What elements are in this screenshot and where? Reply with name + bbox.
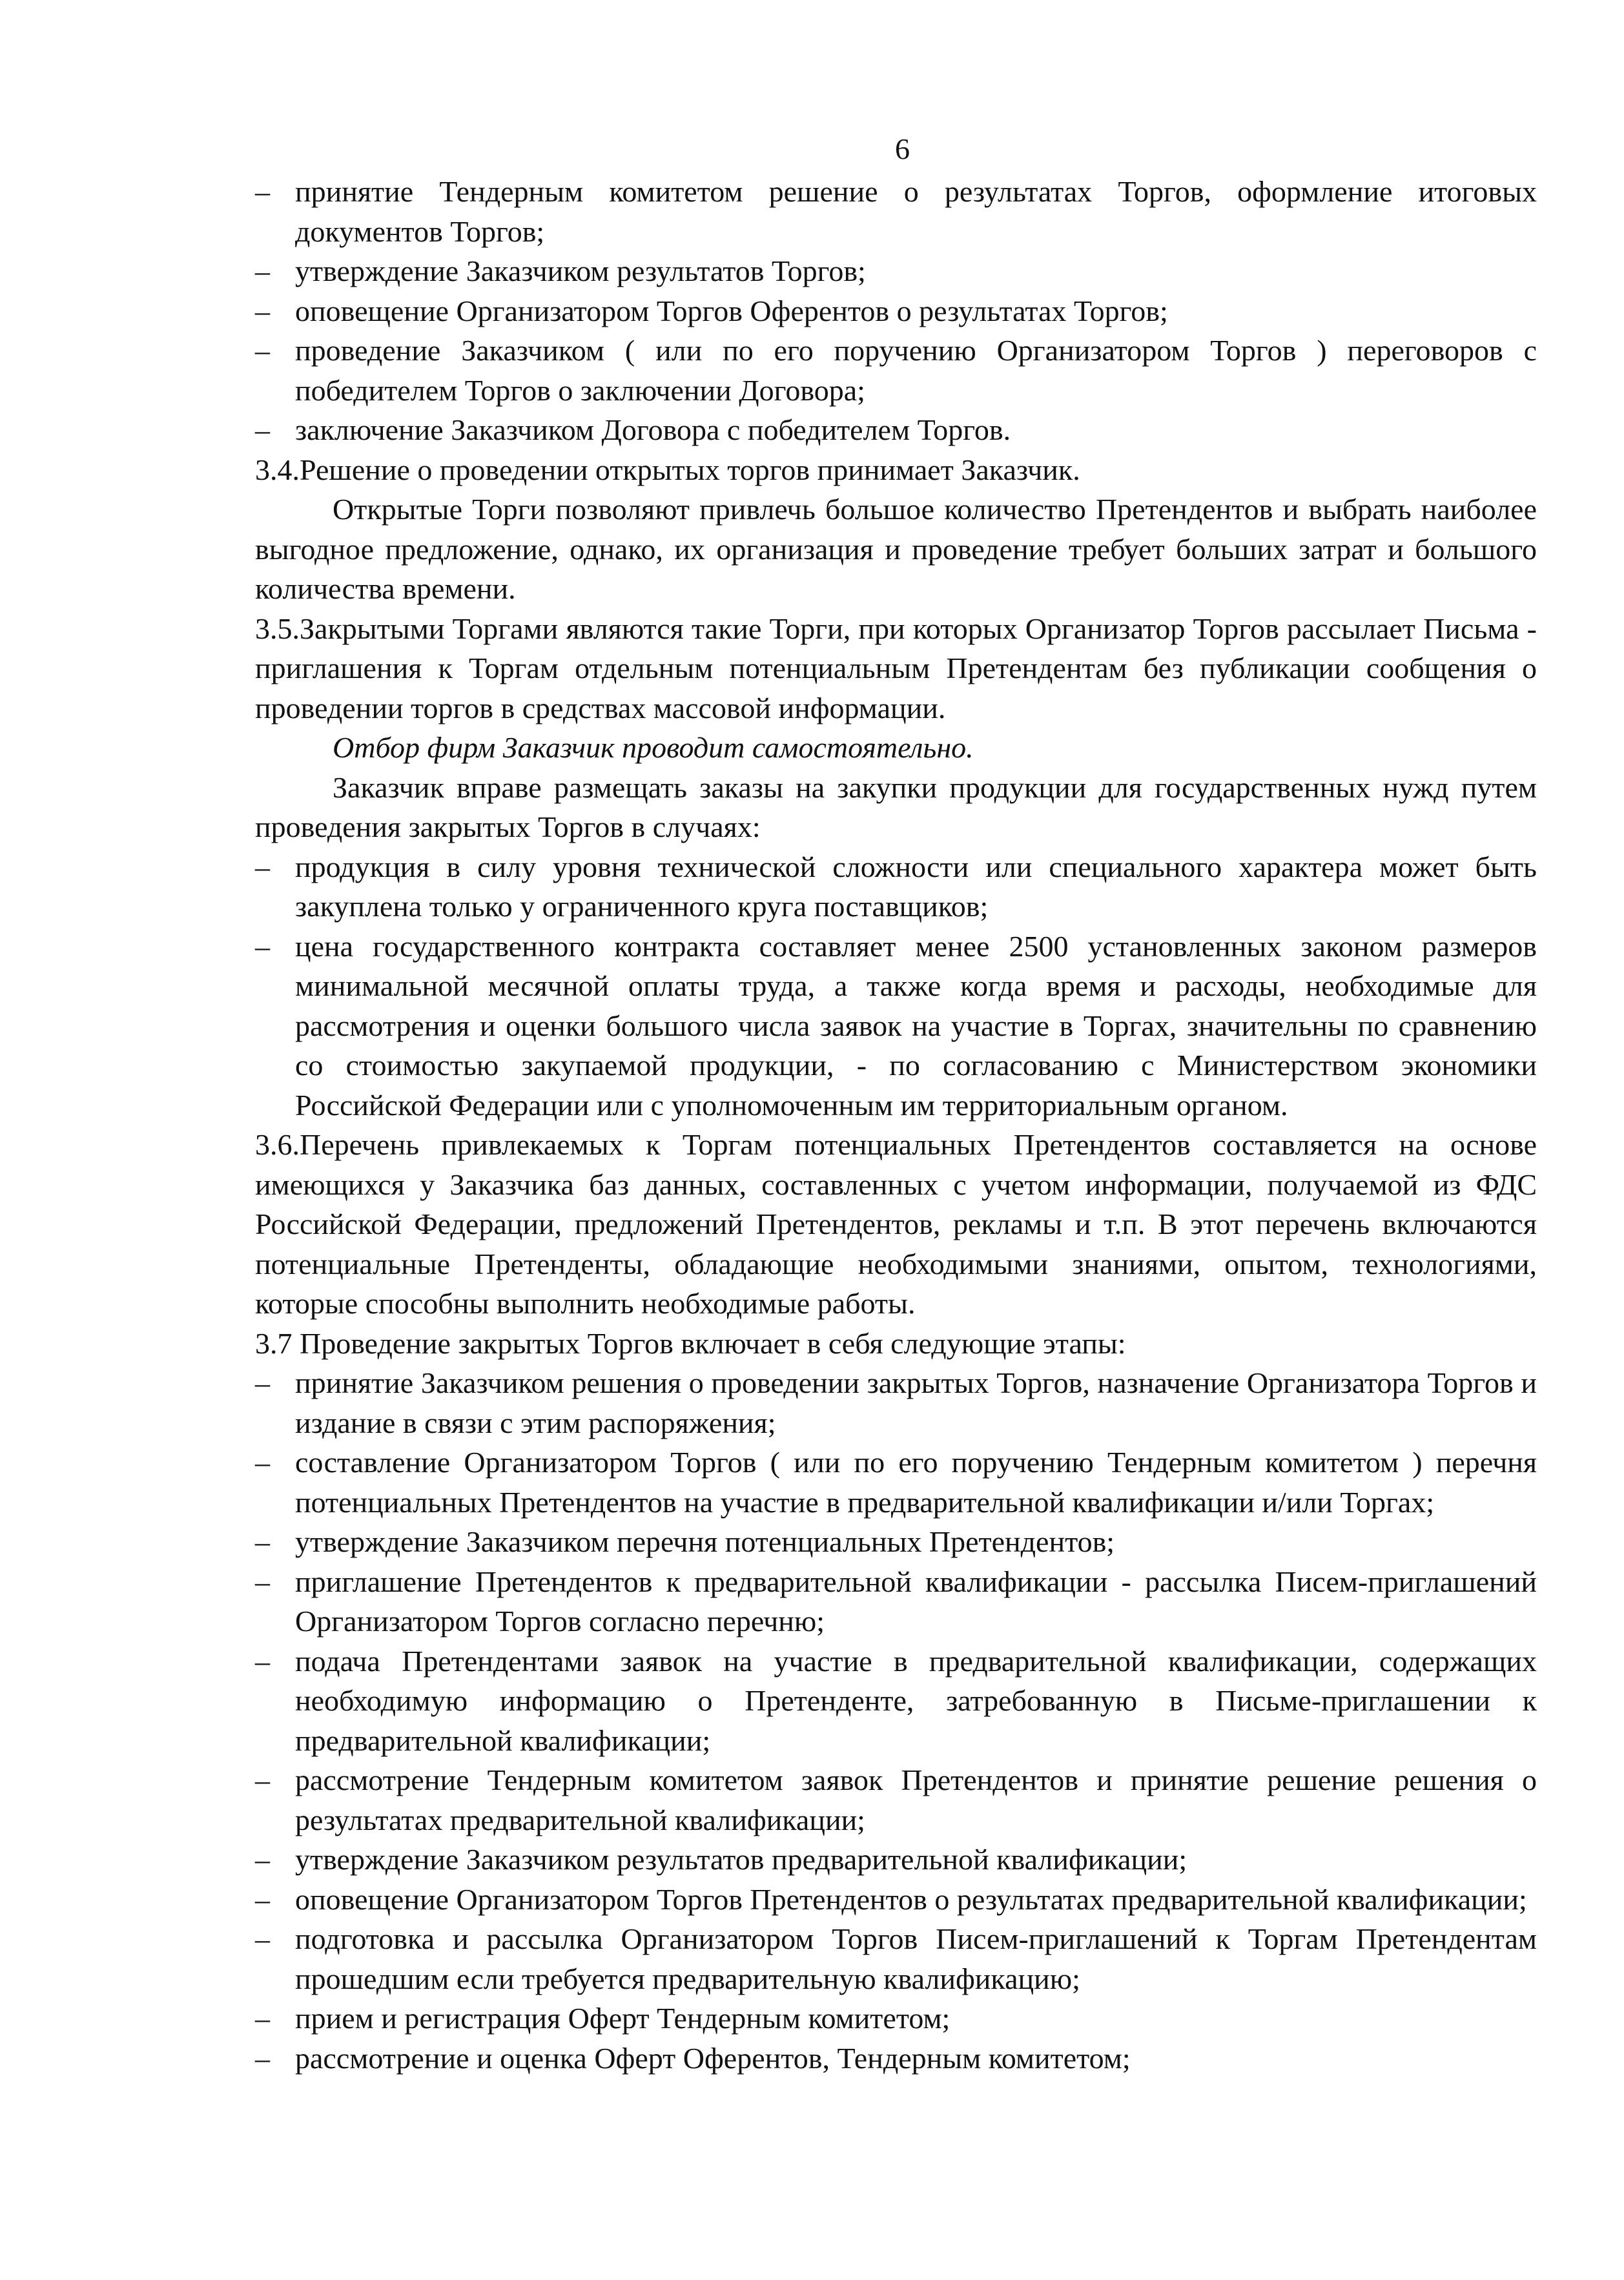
- list-item: [255, 1880, 1537, 1920]
- list-item-text: прием и регистрация Оферт Тендерным комитетом;: [295, 2002, 951, 2035]
- list-item: [255, 1998, 1537, 2039]
- list-item: [255, 1562, 1537, 1641]
- list-item-text: утверждение Заказчиком результатов предварительной квалификации;: [295, 1843, 1187, 1876]
- dash-bullet: –: [255, 1644, 270, 1678]
- list-item: [255, 331, 1537, 410]
- list-item-text: продукция в силу уровня технической сложности или специального характера может быть закуплена только у ограниченного круга поставщиков;: [295, 850, 1537, 923]
- list-item: [255, 251, 1537, 291]
- dash-bullet: –: [255, 929, 270, 963]
- list-item-text: оповещение Организатором Торгов Оферентов о результатах Торгов;: [295, 294, 1168, 327]
- document-body: [255, 172, 1537, 2078]
- list-item: [255, 1443, 1537, 1522]
- list-item: [255, 927, 1537, 1125]
- list-item-text: проведение Заказчиком ( или по его поручению Организатором Торгов ) переговоров с победителем Торгов о заключении Договора;: [295, 334, 1537, 407]
- list-item: [255, 1760, 1537, 1840]
- list-item-text: приглашение Претендентов к предварительной квалификации - рассылка Писем-приглашений Организатором Торгов согласно перечню;: [295, 1565, 1537, 1638]
- paragraph: 3.6.Перечень привлекаемых к Торгам потенциальных Претендентов составляется на основе имеющихся у Заказчика баз данных, составленных с учетом информации, получаемой из ФДС Российской Федерации, предложений Претендентов, рекламы и т.п. В этот перечень включаются потенциальные Претенденты, обладающие необходимыми знаниями, опытом, технологиями, которые способны выполнить необходимые работы.: [255, 1128, 1537, 1320]
- dash-bullet: –: [255, 2041, 270, 2075]
- list-item: [255, 847, 1537, 927]
- list-item-text: принятие Заказчиком решения о проведении закрытых Торгов, назначение Организатора Торгов и издание в связи с этим распоряжения;: [295, 1366, 1537, 1439]
- list-item-text: заключение Заказчиком Договора с победителем Торгов.: [295, 413, 1011, 446]
- dash-bullet: –: [255, 1882, 270, 1916]
- list-item-text: подготовка и рассылка Организатором Торгов Писем-приглашений к Торгам Претендентам прошедшим если требуется предварительную квалификацию;: [295, 1922, 1537, 1995]
- list-item-text: оповещение Организатором Торгов Претендентов о результатах предварительной квалификации;: [295, 1882, 1527, 1916]
- dash-bullet: –: [255, 1565, 270, 1598]
- paragraph: Отбор фирм Заказчик проводит самостоятельно.: [333, 731, 974, 764]
- paragraph: 3.4.Решение о проведении открытых торгов принимает Заказчик.: [255, 453, 1080, 486]
- list-item: [255, 1641, 1537, 1761]
- paragraph: 3.7 Проведение закрытых Торгов включает в себя следующие этапы:: [255, 1326, 1126, 1360]
- list-item: [255, 1522, 1537, 1562]
- list-item: [255, 410, 1537, 450]
- paragraph: Открытые Торги позволяют привлечь большое количество Претендентов и выбрать наиболее выгодное предложение, однако, их организация и проведение требует больших затрат и большого количества времени.: [255, 493, 1537, 605]
- paragraph: Заказчик вправе размещать заказы на закупки продукции для государственных нужд путем проведения закрытых Торгов в случаях:: [255, 770, 1537, 843]
- dash-bullet: –: [255, 1763, 270, 1796]
- dash-bullet: –: [255, 294, 270, 327]
- dash-bullet: –: [255, 175, 270, 208]
- dash-bullet: –: [255, 1922, 270, 1955]
- dash-bullet: –: [255, 2002, 270, 2035]
- list-item-text: составление Организатором Торгов ( или по его поручению Тендерным комитетом ) перечня потенциальных Претендентов на участие в предварительной квалификации и/или Торгах;: [295, 1446, 1537, 1519]
- dash-bullet: –: [255, 850, 270, 883]
- list-item: [255, 1363, 1537, 1443]
- list-item: [255, 1840, 1537, 1880]
- list-item-text: принятие Тендерным комитетом решение о результатах Торгов, оформление итоговых документов Торгов;: [295, 175, 1537, 248]
- paragraph: 3.5.Закрытыми Торгами являются такие Торги, при которых Организатор Торгов рассылает Письма - приглашения к Торгам отдельным потенциальным Претендентам без публикации сообщения о проведении торгов в средствах массовой информации.: [255, 611, 1537, 724]
- dash-bullet: –: [255, 413, 270, 446]
- dash-bullet: –: [255, 1366, 270, 1399]
- list-item-text: рассмотрение и оценка Оферт Оферентов, Тендерным комитетом;: [295, 2041, 1131, 2075]
- list-item-text: цена государственного контракта составляет менее 2500 установленных законом размеров минимальной месячной оплаты труда, а также когда время и расходы, необходимые для рассмотрения и оценки большого числа заявок на участие в Торгах, значительны по сравнению со стоимостью закупаемой продукции, - по согласованию с Министерством экономики Российской Федерации или с уполномоченным им территориальным органом.: [295, 929, 1537, 1122]
- dash-bullet: –: [255, 1446, 270, 1479]
- list-item: [255, 1919, 1537, 1998]
- dash-bullet: –: [255, 1843, 270, 1876]
- list-item-text: утверждение Заказчиком результатов Торгов;: [295, 254, 866, 287]
- page-number: 6: [895, 132, 910, 165]
- dash-bullet: –: [255, 334, 270, 367]
- dash-bullet: –: [255, 254, 270, 287]
- list-item: [255, 172, 1537, 251]
- list-item: [255, 291, 1537, 331]
- list-item-text: подача Претендентами заявок на участие в предварительной квалификации, содержащих необходимую информацию о Претенденте, затребованную в Письме-приглашении к предварительной квалификации;: [295, 1644, 1537, 1757]
- list-item-text: рассмотрение Тендерным комитетом заявок Претендентов и принятие решение решения о результатах предварительной квалификации;: [295, 1763, 1537, 1836]
- list-item: [255, 2039, 1537, 2079]
- list-item-text: утверждение Заказчиком перечня потенциальных Претендентов;: [295, 1525, 1115, 1558]
- dash-bullet: –: [255, 1525, 270, 1558]
